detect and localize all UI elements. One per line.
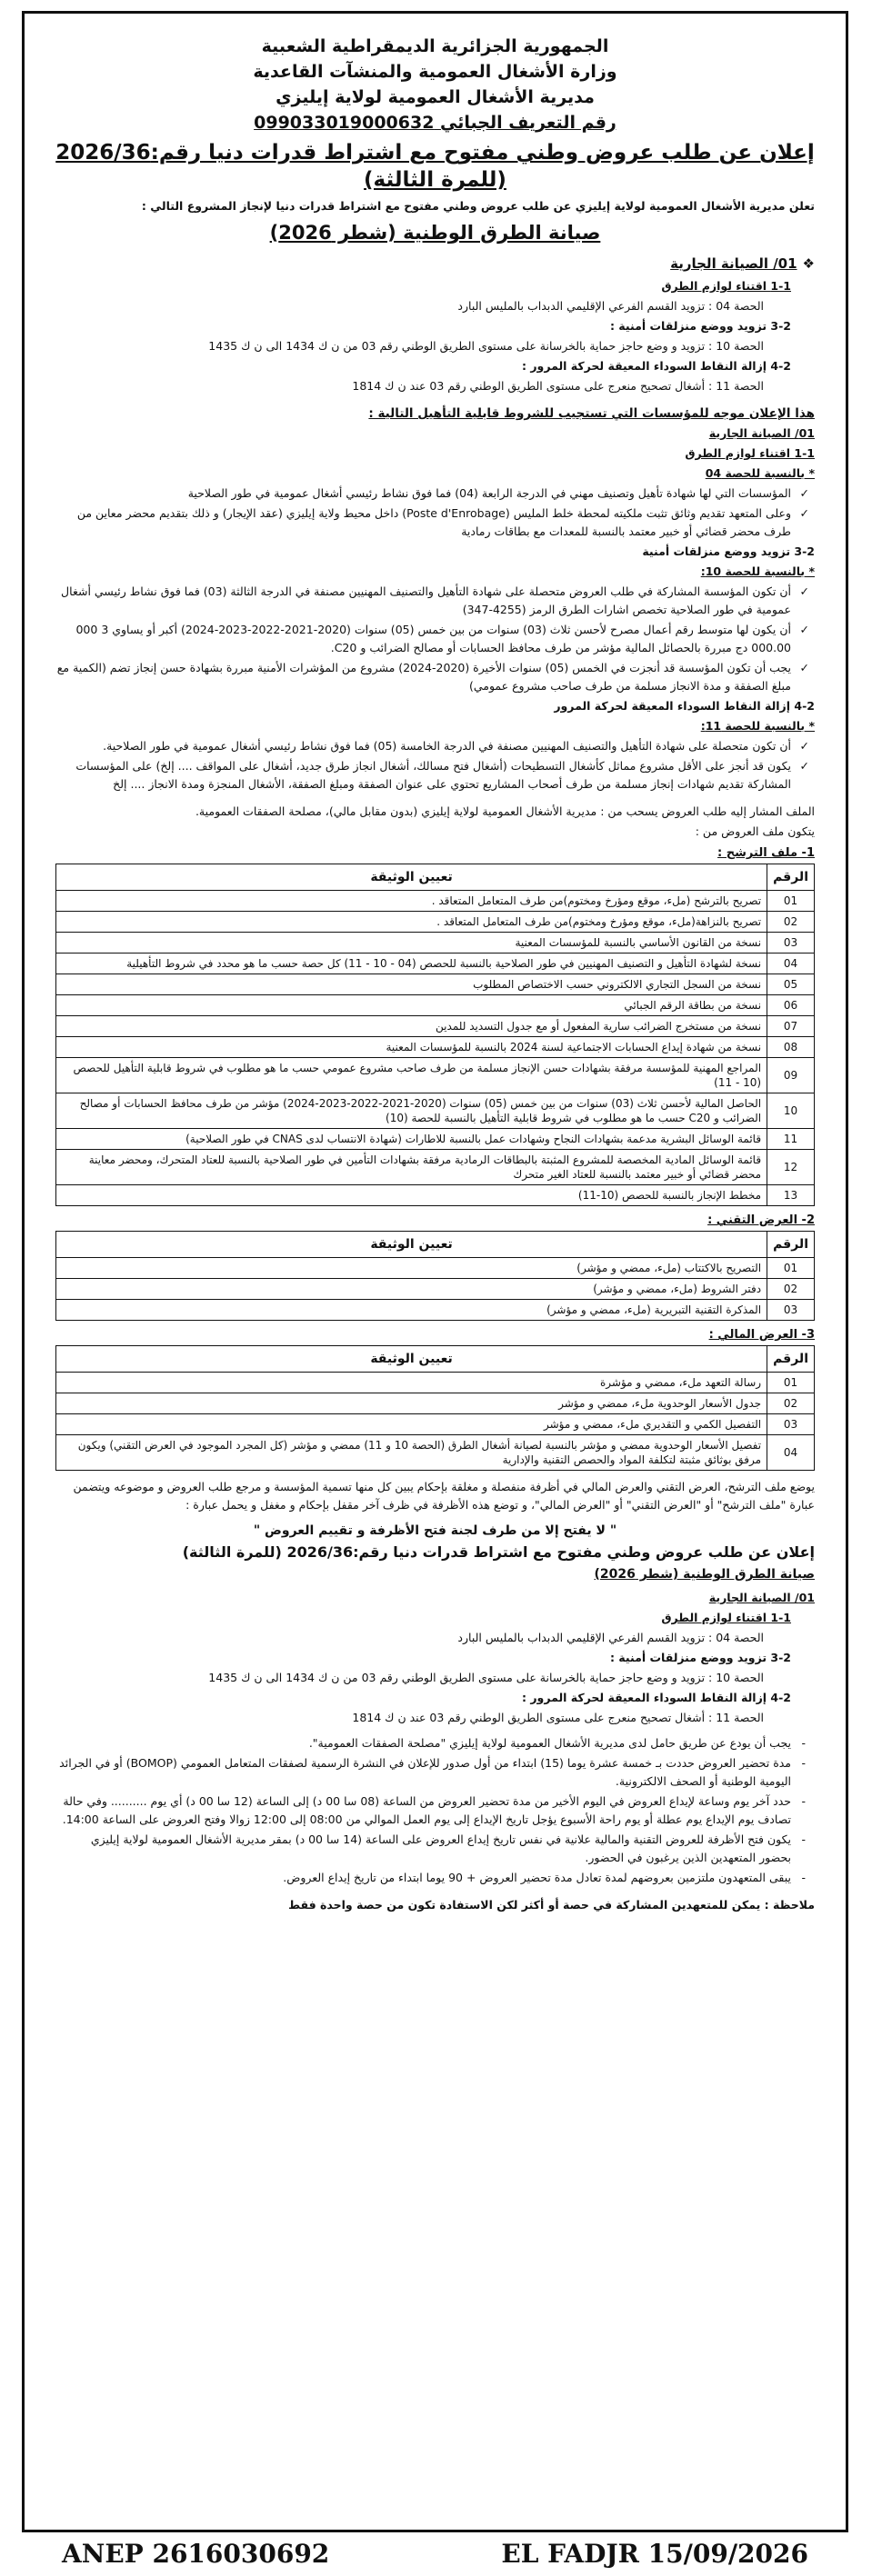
row-document: دفتر الشروط (ملء، ممضي و مؤشر): [56, 1279, 767, 1300]
table-row: [56, 1016, 815, 1037]
row-document: نسخة من السجل التجاري الالكتروني حسب الاختصاص المطلوب: [56, 974, 767, 995]
lots-repeat-section: [55, 1589, 815, 1727]
eligibility-lot-11: * بالنسبة للحصة 11:: [700, 719, 815, 733]
eligibility-4-2: 4-2 إزالة النقاط السوداء المعيقة لحركة المرور: [554, 699, 815, 713]
row-document: تصريح بالنزاهة(ملء، موقع ومؤرخ ومختوم)من طرف المتعامل المتعاقد .: [56, 912, 767, 933]
condition-item: ✓ وعلى المتعهد تقديم وثائق تثبت ملكيته لمحطة خلط المليس (Poste d'Enrobage) داخل محيط ولاية إيليزي (عقد الإيجار) و ذلك بتقديم محضر معاين من طرف محضر قضائي أو خبير معتمد بالنسبة للمعدات مع بطاقات رمادية: [55, 504, 815, 541]
submission-item: - حدد آخر يوم وساعة لإيداع العروض في اليوم الأخير من مدة تحضير العروض من الساعة (08 سا 00 د) إلى الساعة (12 سا 00 د) أي يوم .......... وفي حالة تصادف يوم الإيداع يوم عطلة أو يوم راحة الأسبوع يؤجل تاريخ الإيداع إلى يوم العمل الموالي من 08:00 إلى 12:00 زوالا وفتح العروض على الساعة 14:00.: [55, 1792, 815, 1829]
row-document: تفصيل الأسعار الوحدوية ممضي و مؤشر بالنسبة لصيانة أشغال الطرق (الحصة 10 و 11) ممضي و مؤشر (كل المجرد الموجود في العرض التقني) ويكون مرفق بوثائق مثبتة لتكلفة المواد والحصص التقنية والإدارية: [56, 1435, 767, 1471]
submission-item: - يبقى المتعهدون ملتزمين بعروضهم لمدة تعادل مدة تحضير العروض + 90 يوما ابتداء من تاريخ إيداع العروض.: [55, 1869, 815, 1887]
table-row: [56, 974, 815, 995]
row-document: التصريح بالاكتتاب (ملء، ممضي و مؤشر): [56, 1258, 767, 1279]
row-document: المراجع المهنية للمؤسسة مرفقة بشهادات حسن الإنجاز مسلمة من طرف صاحب مشروع عمومي حسب ما هو مطلوب في شروط قابلية التأهيل للحصص (10 - 11): [56, 1058, 767, 1093]
row-document: المذكرة التقنية التبريرية (ملء، ممضي و مؤشر): [56, 1300, 767, 1321]
col-number-header: الرقم: [767, 1232, 815, 1258]
row-number: 04: [767, 954, 815, 974]
table-row: [56, 891, 815, 912]
row-document: نسخة لشهادة التأهيل و التصنيف المهنيين في طور الصلاحية بالنسبة للحصص (04 - 10 - 11) كل حصة حسب ما هو محدد في شروط التأهيلية: [56, 954, 767, 974]
row-document: قائمة الوسائل البشرية مدعمة بشهادات النجاح وشهادات عمل بالنسبة للاطارات (شهادة الانتساب لدى CNAS في طور الصلاحية): [56, 1129, 767, 1150]
row-number: 09: [767, 1058, 815, 1093]
table-row: [56, 1185, 815, 1206]
row-document: جدول الأسعار الوحدوية ملء، ممضي و مؤشر: [56, 1393, 767, 1414]
row-document: قائمة الوسائل المادية المخصصة للمشروع المثبتة بالبطاقات الرمادية مرفقة بشهادات التأمين في طور الصلاحية بالنسبة للعتاد المتحرك، ومحضر معاينة محضر قضائي أو خبير معتمد بالنسبة للعتاد الغير متحرك: [56, 1150, 767, 1185]
row-document: تصريح بالترشح (ملء، موقع ومؤرخ ومختوم)من طرف المتعامل المتعاقد .: [56, 891, 767, 912]
table-row: [56, 1093, 815, 1129]
dossier-section: [55, 803, 815, 1583]
condition-item: ✓ أن يكون لها متوسط رقم أعمال مصرح لأحسن ثلاث (03) سنوات من بين خمس (05) سنوات (2020-2021-2022-2023-2024) أكبر أو يساوي 3 000 000.00 دج مبررة بالحصائل المالية مؤشر من طرف محافظ الحسابات أو مصالح الضرائب و C20.: [55, 621, 815, 657]
eligibility-3-2: 3-2 تزويد ووضع منزلقات أمنية: [642, 544, 815, 558]
lots-section: [55, 252, 815, 395]
lot-10-text: الحصة 10 : تزويد و وضع حاجز حماية بالخرسانة على مستوى الطريق الوطني رقم 03 من ن ك 1434 الى ن ك 1435: [208, 339, 764, 353]
project-title: صيانة الطرق الوطنية (شطر 2026): [269, 222, 601, 244]
table-row: [56, 1373, 815, 1393]
newspaper-reference: EL FADJR 15/09/2026: [501, 2539, 808, 2569]
anep-reference: ANEP 2616030692: [62, 2539, 330, 2569]
submission-item: - يكون فتح الأظرفة للعروض التقنية والمالية علانية في نفس تاريخ إيداع العروض على الساعة (14 سا 00 د) بمقر مديرية الأشغال العمومية لولاية إيليزي بحضور المتعهدين الذين يرغبون في الحضور.: [55, 1831, 815, 1867]
table-row: [56, 912, 815, 933]
section-heading: ❖01/ الصيانة الجارية: [55, 252, 815, 275]
eligibility-lot-04: * بالنسبة للحصة 04: [705, 466, 815, 480]
col-number-header: الرقم: [767, 864, 815, 891]
table-row: [56, 1058, 815, 1093]
row-number: 03: [767, 933, 815, 954]
envelope-project: صيانة الطرق الوطنية (شطر 2026): [594, 1567, 815, 1582]
footer: [22, 2536, 848, 2572]
technical-table: [55, 1231, 815, 1321]
row-number: 03: [767, 1300, 815, 1321]
row-number: 02: [767, 1279, 815, 1300]
submission-item: - يجب أن يودع عن طريق حامل لدى مديرية الأشغال العمومية لولاية إيليزي "مصلحة الصفقات العمومية".: [55, 1734, 815, 1752]
row-document: نسخة من القانون الأساسي بالنسبة للمؤسسات المعنية: [56, 933, 767, 954]
row-number: 08: [767, 1037, 815, 1058]
table-row: [56, 1258, 815, 1279]
table-row: [56, 954, 815, 974]
ministry-line: وزارة الأشغال العمومية والمنشآت القاعدية: [253, 62, 617, 82]
row-number: 12: [767, 1150, 815, 1185]
subsection-1-1: 1-1 اقتناء لوازم الطرق: [661, 279, 791, 293]
diamond-bullet-icon: ❖: [802, 255, 815, 272]
withdrawal-text: الملف المشار إليه طلب العروض يسحب من : مديرية الأشغال العمومية لولاية إيليزي (بدون مقابل مالي)، مصلحة الصفقات العمومية.: [195, 804, 815, 818]
envelope-quote: " لا يفتح إلا من طرف لجنة فتح الأظرفة و تقييم العروض ": [253, 1523, 617, 1538]
col-number-header: الرقم: [767, 1346, 815, 1373]
subsection-4-2: 4-2 إزالة النقاط السوداء المعيقة لحركة المرور :: [522, 1691, 791, 1704]
financial-table: [55, 1345, 815, 1471]
condition-item: ✓ أن تكون المؤسسة المشاركة في طلب العروض متحصلة على شهادة التأهيل والتصنيف المهنيين مصنفة في الدرجة الثالثة (03) فما فوق نشاط رئيسي أشغال عمومية في طور الصلاحية تخصص اشارات الطرق الرمز (4255-347): [55, 583, 815, 619]
row-document: التفصيل الكمي و التقديري ملء، ممضي و مؤشر: [56, 1414, 767, 1435]
row-number: 03: [767, 1414, 815, 1435]
table-row: [56, 1393, 815, 1414]
submission-section: [55, 1734, 815, 1914]
row-number: 06: [767, 995, 815, 1016]
row-number: 01: [767, 891, 815, 912]
table-row: [56, 933, 815, 954]
row-number: 13: [767, 1185, 815, 1206]
lot-10-text: الحصة 10 : تزويد و وضع حاجز حماية بالخرسانة على مستوى الطريق الوطني رقم 03 من ن ك 1434 الى ن ك 1435: [208, 1671, 764, 1684]
intro-text: تعلن مديرية الأشغال العمومية لولاية إيليزي عن طلب عروض وطني مفتوح مع اشتراط قدرات دنيا لإنجاز المشروع التالي :: [141, 199, 815, 213]
announcement-frame: [22, 11, 848, 2532]
table-row: [56, 1435, 815, 1471]
subsection-1-1: 1-1 اقتناء لوازم الطرق: [661, 1611, 791, 1624]
row-document: الحاصل المالية لأحسن ثلاث (03) سنوات من بين خمس (05) سنوات (2020-2021-2022-2023-2024) مؤشر من طرف محافظ الحسابات أو مصالح الضرائب و C20 حسب ما هو مطلوب في شروط قابلية التأهيل بالنسبة للحصة (10): [56, 1093, 767, 1129]
eligibility-heading: هذا الإعلان موجه للمؤسسات التي تستجيب للشروط قابلية التأهيل التالية :: [368, 406, 815, 421]
row-number: 02: [767, 1393, 815, 1414]
lot-04-text: الحصة 04 : تزويد القسم الفرعي الإقليمي الدبداب بالمليس البارد: [457, 299, 764, 313]
table-row: [56, 1414, 815, 1435]
row-document: رسالة التعهد ملء، ممضي و مؤشرة: [56, 1373, 767, 1393]
row-number: 02: [767, 912, 815, 933]
row-number: 11: [767, 1129, 815, 1150]
section-heading: 01/ الصيانة الجارية: [708, 1591, 815, 1604]
eligibility-01: 01/ الصيانة الجارية: [708, 426, 815, 440]
row-document: نسخة من بطاقة الرقم الجبائي: [56, 995, 767, 1016]
technical-offer-label: 2- العرض التقني :: [707, 1213, 815, 1227]
subsection-3-2: 3-2 تزويد ووضع منزلقات أمنية :: [609, 319, 791, 333]
lot-11-text: الحصة 11 : أشغال تصحيح منعرج على مستوى الطريق الوطني رقم 03 عند ن ك 1814: [352, 379, 764, 393]
col-document-header: تعيين الوثيقة: [56, 864, 767, 891]
row-number: 01: [767, 1258, 815, 1279]
row-number: 07: [767, 1016, 815, 1037]
table-row: [56, 1150, 815, 1185]
republic-line: الجمهورية الجزائرية الديمقراطية الشعبية: [261, 36, 609, 56]
condition-item: ✓ أن تكون متحصلة على شهادة التأهيل والتصنيف المهنيين مصنفة في الدرجة الخامسة (05) فما فوق نشاط رئيسي أشغال عمومية في طور الصلاحية.: [55, 737, 815, 755]
condition-item: ✓ يكون قد أنجز على الأقل مشروع مماثل كأشغال التسطيحات (أشغال فتح مسالك، أشغال انجاز طرق جديد، أشغال على المواقف .... إلخ) على المؤسسات المشاركة تقديم شهادات إنجاز مسلمة من طرف أصحاب المشاريع تحتوي على عنوان الصفقة ومبلغ الصفقة، الأشغال المنجزة ومدة الانجاز .... إلخ: [55, 757, 815, 794]
submission-item: - مدة تحضير العروض حددت بـ خمسة عشرة يوما (15) ابتداء من أول صدور للإعلان في النشرة الرسمية لصفقات المتعامل العمومي (BOMOP) أو في الجرائد اليومية الوطنية أو الصحف الالكترونية.: [55, 1754, 815, 1791]
announcement-title: إعلان عن طلب عروض وطني مفتوح مع اشتراط قدرات دنيا رقم:2026/36 (للمرة الثالثة): [55, 141, 815, 192]
row-document: مخطط الإنجاز بالنسبة للحصص (10-11): [56, 1185, 767, 1206]
col-document-header: تعيين الوثيقة: [56, 1346, 767, 1373]
letterhead: [55, 35, 815, 135]
subsection-3-2: 3-2 تزويد ووضع منزلقات أمنية :: [609, 1651, 791, 1664]
eligibility-section: [55, 404, 815, 794]
lot-11-text: الحصة 11 : أشغال تصحيح منعرج على مستوى الطريق الوطني رقم 03 عند ن ك 1814: [352, 1711, 764, 1724]
condition-item: ✓ المؤسسات التي لها شهادة تأهيل وتصنيف مهني في الدرجة الرابعة (04) فما فوق نشاط رئيسي أشغال عمومية في طور الصلاحية: [55, 484, 815, 503]
dossier-intro: يتكون ملف العروض من :: [695, 824, 815, 838]
table-row: [56, 995, 815, 1016]
row-document: نسخة من شهادة إيداع الحسابات الاجتماعية لسنة 2024 بالنسبة للمؤسسات المعنية: [56, 1037, 767, 1058]
row-document: نسخة من مستخرج الضرائب سارية المفعول أو مع جدول التسديد للمدين: [56, 1016, 767, 1037]
candidacy-rows: [56, 891, 815, 1206]
row-number: 10: [767, 1093, 815, 1129]
financial-offer-label: 3- العرض المالي :: [708, 1328, 815, 1342]
table-row: [56, 1279, 815, 1300]
directorate-line: مديرية الأشغال العمومية لولاية إيليزي: [276, 87, 595, 107]
candidacy-file-label: 1- ملف الترشح :: [717, 846, 815, 860]
eligibility-lot-10: * بالنسبة للحصة 10:: [700, 564, 815, 578]
row-number: 05: [767, 974, 815, 995]
table-row: [56, 1037, 815, 1058]
row-number: 01: [767, 1373, 815, 1393]
tax-id-line: رقم التعريف الجبائي 099033019000632: [254, 113, 616, 133]
table-row: [56, 1300, 815, 1321]
technical-rows: [56, 1258, 815, 1321]
envelope-address: إعلان عن طلب عروض وطني مفتوح مع اشتراط قدرات دنيا رقم:2026/36 (للمرة الثالثة): [182, 1543, 815, 1561]
envelope-instructions: يوضع ملف الترشح، العرض التقني والعرض المالي في أظرفة منفصلة و مغلقة بإحكام يبين كل منها تسمية المؤسسة و مرجع طلب العروض و موضوعه ويتضمن عبارة "ملف الترشح" أو "العرض التقني" أو "العرض المالي"، و توضع هذه الأظرفة في ظرف آخر مقفل بإحكام و مغفل و يحمل عبارة :: [73, 1480, 815, 1512]
note: ملاحظة : يمكن للمتعهدين المشاركة في حصة أو أكثر لكن الاستفادة تكون من حصة واحدة فقط: [288, 1898, 815, 1912]
candidacy-table: [55, 864, 815, 1206]
table-row: [56, 1129, 815, 1150]
subsection-4-2: 4-2 إزالة النقاط السوداء المعيقة لحركة المرور :: [522, 359, 791, 373]
lot-04-text: الحصة 04 : تزويد القسم الفرعي الإقليمي الدبداب بالمليس البارد: [457, 1631, 764, 1644]
row-number: 04: [767, 1435, 815, 1471]
eligibility-1-1: 1-1 اقتناء لوازم الطرق: [685, 446, 815, 460]
col-document-header: تعيين الوثيقة: [56, 1232, 767, 1258]
financial-rows: [56, 1373, 815, 1471]
condition-item: ✓ يجب أن تكون المؤسسة قد أنجزت في الخمس (05) سنوات الأخيرة (2020-2024) مشروع من المؤشرات الأمنية مبررة بشهادة حسن إنجاز تضم (الكمية مع مبلغ الصفقة و مدة الانجاز مسلمة من طرف صاحب مشروع عمومي): [55, 659, 815, 695]
